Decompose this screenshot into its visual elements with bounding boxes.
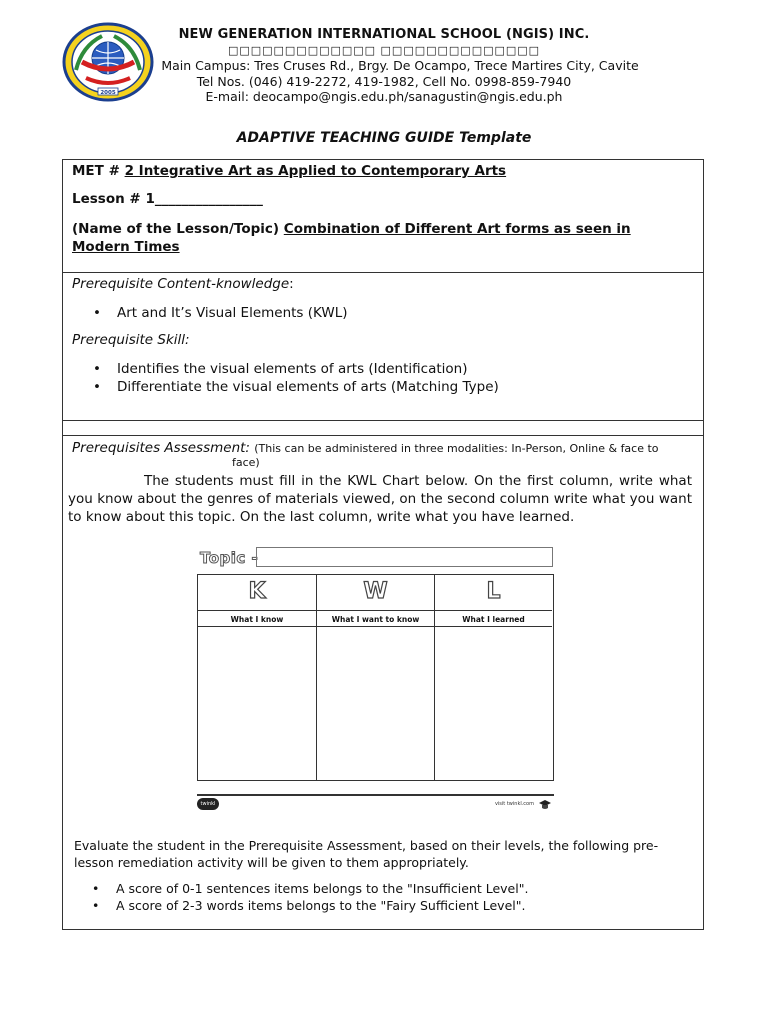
kwl-column-l[interactable]: [435, 575, 552, 780]
list-item: • Identifies the visual elements of arts (Identification): [72, 360, 499, 378]
topic-line: [72, 220, 672, 256]
logo-year: 2005: [100, 90, 116, 96]
prerequisite-content-list: [72, 304, 348, 322]
lesson-label: Lesson #: [72, 191, 146, 207]
prerequisite-skill-list: [72, 360, 499, 396]
kwl-letter: L: [486, 579, 501, 604]
twinkl-logo: twinkl: [197, 798, 219, 810]
twinkl-url: visit twinkl.com: [494, 801, 534, 807]
met-label: MET #: [72, 163, 125, 179]
kwl-letter: K: [248, 579, 266, 604]
kwl-column-k[interactable]: [198, 575, 317, 780]
assessment-note-continued: face): [232, 456, 260, 469]
prerequisite-content-heading: [72, 276, 294, 292]
met-line: [72, 163, 506, 179]
row-divider: [62, 435, 704, 436]
assessment-note: (This can be administered in three modalities: In-Person, Online & face to: [254, 442, 659, 455]
list-item: • A score of 0-1 sentences items belongs to the "Insufficient Level".: [72, 880, 528, 897]
kwl-chart: [197, 574, 554, 781]
kwl-letter: W: [363, 579, 388, 604]
assessment-instructions: The students must fill in the KWL Chart below. On the first column, write what you know about the genres of materials viewed, on the second column write what you want to know about this topic. On the last column, write what you have learned.: [68, 473, 692, 525]
kwl-footer: [197, 794, 554, 816]
row-divider: [62, 420, 704, 421]
kwl-caption: What I know: [198, 610, 316, 627]
topic-value: Combination of Different Art forms as seen in Modern Times: [72, 221, 631, 255]
school-name: NEW GENERATION INTERNATIONAL SCHOOL (NGIS) INC.: [178, 27, 590, 42]
met-value: 2 Integrative Art as Applied to Contemporary Arts: [124, 163, 507, 179]
document-title: ADAPTIVE TEACHING GUIDE Template: [236, 130, 532, 146]
school-phone: Tel Nos. (046) 419-2272, 419-1982, Cell No. 0998-859-7940: [196, 74, 572, 89]
prerequisite-skill-heading: Prerequisite Skill:: [72, 332, 190, 348]
list-item: • Differentiate the visual elements of arts (Matching Type): [72, 378, 499, 396]
row-divider: [62, 272, 704, 273]
kwl-caption: What I want to know: [317, 610, 434, 627]
prerequisite-content-label: Prerequisite Content-knowledge: [72, 276, 290, 292]
kwl-topic-field[interactable]: [256, 547, 553, 567]
lesson-value: 1________________: [145, 191, 263, 207]
evaluation-list: [72, 880, 528, 914]
school-email: E-mail: deocampo@ngis.edu.ph/sanagustin@ngis.edu.ph: [205, 89, 563, 104]
list-item: • Art and It’s Visual Elements (KWL): [72, 304, 348, 322]
topic-label: (Name of the Lesson/Topic): [72, 221, 284, 237]
graduation-cap-icon: [538, 797, 552, 811]
kwl-topic-label: Topic -: [200, 549, 259, 567]
kwl-column-w[interactable]: [317, 575, 435, 780]
lesson-line: [72, 191, 263, 207]
kwl-caption: What I learned: [435, 610, 552, 627]
school-name-glyphs: □□□□□□□□□□□□□ □□□□□□□□□□□□□□: [227, 44, 541, 57]
list-item: • A score of 2-3 words items belongs to the "Fairy Sufficient Level".: [72, 897, 528, 914]
evaluation-text: Evaluate the student in the Prerequisite Assessment, based on their levels, the following pre-lesson remediation activity will be given to them appropriately.: [74, 838, 659, 870]
prerequisite-content-colon: :: [289, 276, 294, 292]
assessment-heading: [72, 440, 659, 456]
school-address: Main Campus: Tres Cruses Rd., Brgy. De Ocampo, Trece Martires City, Cavite: [161, 58, 639, 73]
assessment-title: Prerequisites Assessment:: [72, 440, 250, 456]
